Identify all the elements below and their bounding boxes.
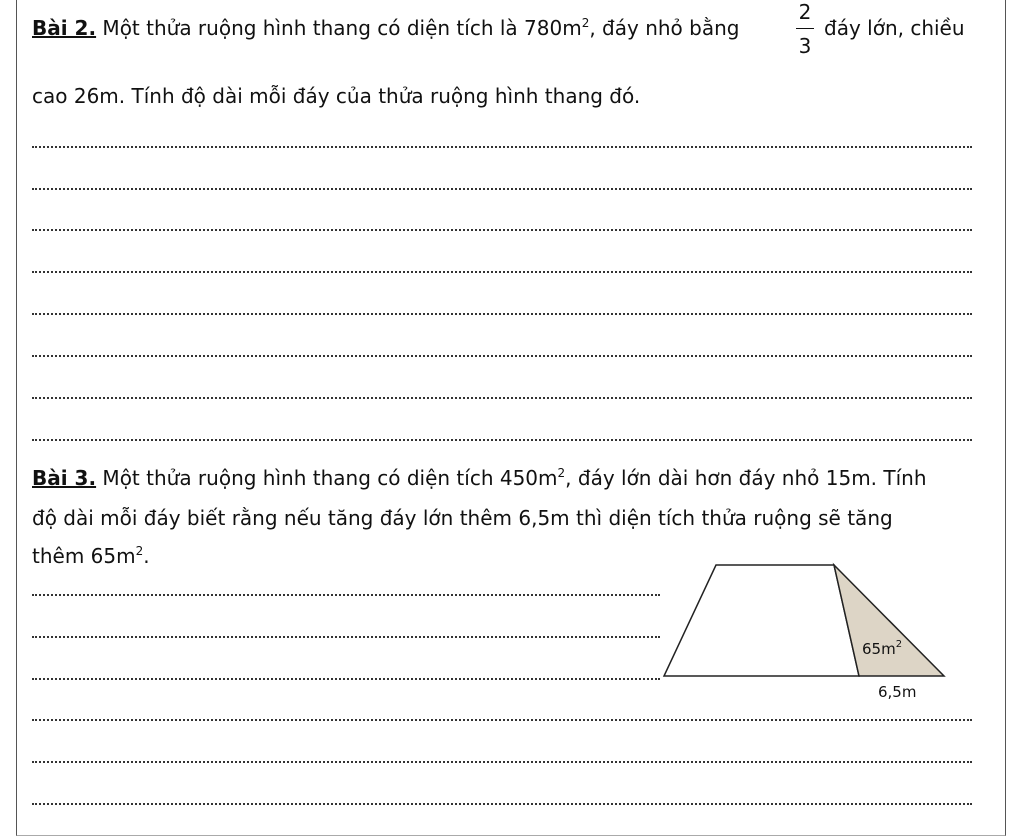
bai2-area-exponent: 2 xyxy=(581,16,590,30)
bai3-text-d: . xyxy=(143,544,150,568)
answer-line xyxy=(32,594,660,596)
added-area-label: $65m^2$ xyxy=(862,639,903,658)
answer-line xyxy=(32,439,972,441)
answer-line xyxy=(32,146,972,148)
bai3-area: 450m xyxy=(499,466,558,490)
trapezoid-diagram xyxy=(658,556,958,706)
answer-line xyxy=(32,313,972,315)
bai3-line1 xyxy=(32,468,927,488)
answer-line xyxy=(32,761,972,763)
answer-line xyxy=(32,355,972,357)
answer-line xyxy=(32,271,972,273)
answer-line xyxy=(32,719,972,721)
bai2-text-b: , đáy nhỏ bằng xyxy=(589,16,740,40)
bai3-increase-exponent: 2 xyxy=(135,544,144,558)
fraction-numerator: 2 xyxy=(798,0,812,24)
bai3-text-c: thêm xyxy=(32,544,91,568)
answer-line xyxy=(32,229,972,231)
bai2-label: Bài 2. xyxy=(32,16,97,40)
bai2-text-c: đáy lớn, chiều xyxy=(824,16,965,40)
bai3-increase-area: 65m xyxy=(90,544,136,568)
answer-line xyxy=(32,188,972,190)
fraction-bar xyxy=(796,28,814,29)
answer-line xyxy=(32,636,660,638)
fraction-denominator: 3 xyxy=(798,34,812,58)
bai3-line2: độ dài mỗi đáy biết rằng nếu tăng đáy lớn thêm 6,5m thì diện tích thửa ruộng sẽ tăng xyxy=(32,506,893,530)
answer-line xyxy=(32,678,660,680)
bai3-text-a: Một thửa ruộng hình thang có diện tích xyxy=(96,466,500,490)
bai2-line1 xyxy=(32,18,739,38)
bai2-text-a: Một thửa ruộng hình thang có diện tích là xyxy=(96,16,525,40)
bai3-line3 xyxy=(32,546,150,566)
answer-line xyxy=(32,803,972,805)
bai2-line1-end xyxy=(824,18,965,38)
bai3-label: Bài 3. xyxy=(32,466,97,490)
answer-line xyxy=(32,397,972,399)
bai2-line2: cao 26m. Tính độ dài mỗi đáy của thửa ruộng hình thang đó. xyxy=(32,84,641,108)
added-base-label: 6,5m xyxy=(878,683,917,701)
bai3-text-b: , đáy lớn dài hơn đáy nhỏ 15m. Tính xyxy=(565,466,927,490)
bai2-area: 780m xyxy=(524,16,582,40)
page-frame xyxy=(16,0,1006,836)
trapezoid-shape xyxy=(664,565,859,676)
bai3-area-exponent: 2 xyxy=(557,466,566,480)
